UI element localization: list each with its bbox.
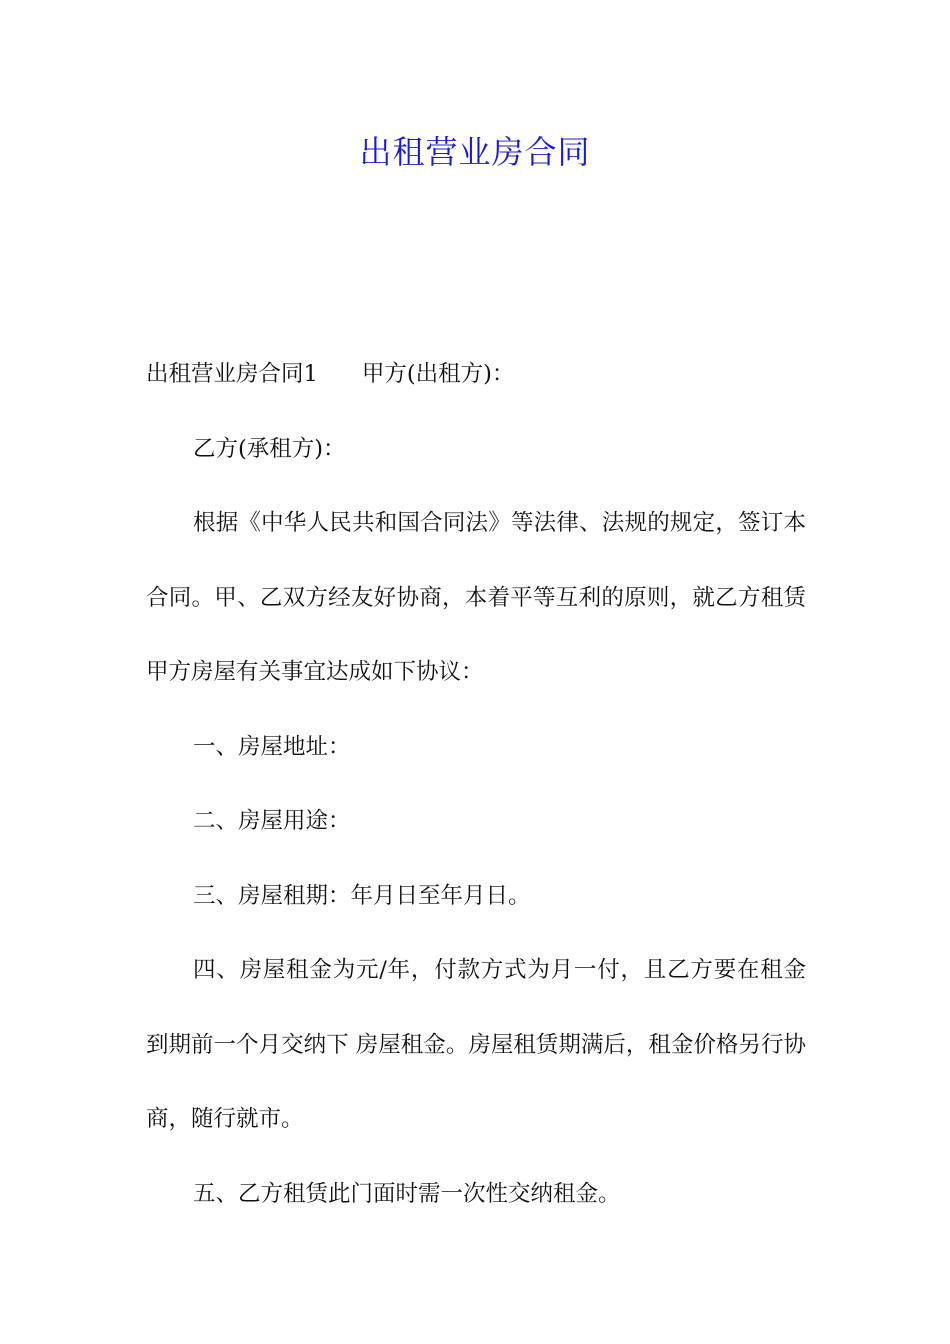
clause-2: 二、房屋用途：: [193, 808, 351, 834]
clause-1: 一、房屋地址：: [193, 733, 351, 760]
preamble-paragraph: 根据《中华人民共和国合同法》等法律、法规的规定，签订本合同。甲、乙双方经友好协商，本着平等互利的原则，就乙方租赁甲方房屋有关事宜达成如下协议：: [146, 510, 806, 685]
intro-heading: 出租营业房合同1: [146, 361, 318, 387]
intro-line: [146, 337, 806, 412]
clause-4: 四、房屋租金为元/年，付款方式为月一付，且乙方要在租金到期前一个月交纳下 房屋租金。房屋租赁期满后，租金价格另行协商，随行就市。: [146, 957, 806, 1132]
party-a-label: 甲方(出租方)：: [361, 361, 515, 387]
document-body: [146, 337, 806, 1231]
clause-5: 五、乙方租赁此门面时需一次性交纳租金。: [193, 1180, 621, 1207]
party-b-label: 乙方(承租方)：: [193, 435, 346, 462]
document-title: 出租营业房合同: [359, 133, 591, 171]
clause-3: 三、房屋租期：年月日至年月日。: [193, 882, 531, 909]
